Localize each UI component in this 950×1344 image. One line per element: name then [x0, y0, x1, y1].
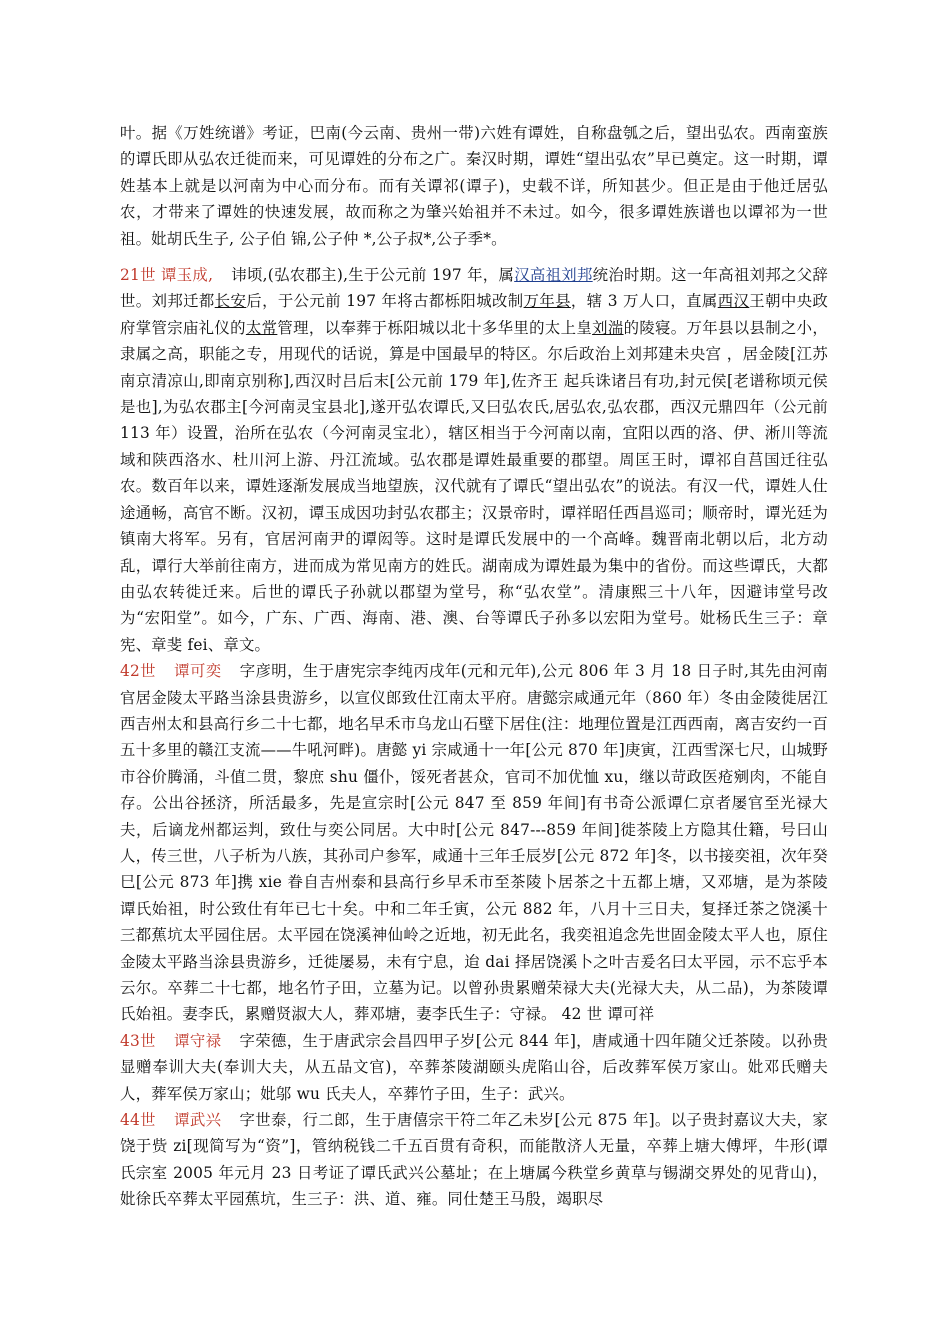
entry-text: 的陵寝。万年县以县制之小，隶属之高，职能之专，用现代的话说，算是中国最早的特区。尔后政治上刘邦建未央宫 ，居金陵[江苏南京清凉山,即南京别称],西汉时吕后末[公元前 179 年],佐齐王 起兵诛诸吕有功,封元侯[老谱称顷元侯是也],为弘农郡主[今河南灵宝县北],遂开弘农谭氏,又曰弘农氏,居弘农,弘农郡，西汉元鼎四年（公元前 113 年）设置，治所在弘农（今河南灵宝北），辖区相当于今河南以南，宜阳以西的洛、伊、淅川等流域和陕西洛水、杜川河上游、丹江流域。弘农郡是谭姓最重要的郡望。周匡王时，谭祁自莒国迁往弘农。数百年以来，谭姓逐渐发展成当地望族，汉代就有了谭氏“望出弘农”的说法。有汉一代，谭姓人仕途通畅，高官不断。汉初，谭玉成因功封弘农郡主；汉景帝时，谭祥昭任西昌巡司；顺帝时，谭光廷为镇南大将军。另有，官居河南尹的谭闳等。这时是谭氏发展中的一个高峰。魏晋南北朝以后，北方动乱，谭行大举前往南方，进而成为常见南方的姓氏。湖南成为谭姓最为集中的省份。而这些谭氏，大都由弘农转徙迁来。后世的谭氏子孙就以郡望为堂号，称“弘农堂”。清康熙三十八年，因避讳堂号改为“宏阳堂”。如今，广东、广西、海南、港、澳、台等谭氏子孙多以宏阳为堂号。妣杨氏生三子：章宪、章斐 fei、章文。 [120, 318, 828, 654]
link-changan[interactable]: 长安 [214, 292, 247, 311]
link-wannian-county[interactable]: 万年县 [523, 292, 571, 311]
entry-text: 统治时期。这一年高祖刘邦之父辞世。刘邦迁都 [120, 266, 828, 311]
entry-text: 字世泰，行二郎，生于唐僖宗干符二年乙未岁[公元 875 年]。以子贵封嘉议大夫，家饶于赀 zi[现简写为“资”]，管纳税钱二千五百贯有奇积，而能散济人无量，卒葬上塘大傅坪，牛形(谭氏宗室 2005 年元月 23 日考证了谭氏武兴公墓址；在上塘属今秩堂乡黄草与锡湖交界处的见背山)，妣徐氏卒葬太平园蕉坑，生三子：洪、道、雍。同仕楚王马殷，竭职尽 [120, 1111, 829, 1209]
ancestor-name: 谭玉成, [161, 266, 214, 285]
entry-text: 讳顷,(弘农郡主),生于公元前 197 年，属 [231, 266, 515, 285]
generation-label: 21世 [120, 266, 156, 285]
ancestor-name: 谭可奕 [173, 662, 222, 681]
link-taichang[interactable]: 太常 [245, 318, 278, 337]
entry-42 [120, 658, 828, 1028]
link-liu-tuan[interactable]: 刘湍 [592, 318, 624, 337]
entry-text: 字荣德，生于唐武宗会昌四甲子岁[公元 844 年]，唐咸通十四年随父迁茶陵。以孙贵显赠奉训大夫(奉训大夫，从五品文官)，卒葬茶陵湖颐头虎陷山谷，后改葬军侯万家山。妣邓氏赠夫人，葬军侯万家山；妣邬 wu 氏夫人，卒葬竹子田，生子：武兴。 [120, 1031, 829, 1103]
ancestor-name: 谭武兴 [173, 1111, 222, 1130]
ancestor-name: 谭守禄 [173, 1031, 222, 1050]
entry-44 [120, 1107, 828, 1213]
generation-label: 42世 [120, 662, 156, 681]
document-body [120, 120, 828, 1213]
paragraph-gap [120, 252, 828, 262]
entry-text: 后，于公元前 197 年将古都栎阳城改制 [246, 292, 524, 311]
generation-label: 43世 [120, 1031, 156, 1050]
generation-label: 44世 [120, 1111, 156, 1130]
intro-paragraph: 叶。据《万姓统谱》考证，巴南(今云南、贵州一带)六姓有谭姓，自称盘瓠之后，望出弘农。西南蛮族的谭氏即从弘农迁徙而来，可见谭姓的分布之广。秦汉时期，谭姓“望出弘农”早已奠定。这一时期，谭姓基本上就是以河南为中心而分布。而有关谭祁(谭子)，史载不详，所知甚少。但正是由于他迁居弘农，才带来了谭姓的快速发展，故而称之为肇兴始祖并不未过。如今，很多谭姓族谱也以谭祁为一世祖。妣胡氏生子, 公子伯 锦,公子仲 *,公子叔*,公子季*。 [120, 124, 828, 248]
entry-text: 字彦明，生于唐宪宗李纯丙戌年(元和元年),公元 806 年 3 月 18 日子时,其先由河南官居金陵太平路当涂县贵游乡，以宣仪郎致仕江南太平府。唐懿宗咸通元年（860 年）冬由金陵徙居江西吉州太和县高行乡二十七都，地名早禾市乌龙山石壁下居住(注：地理位置是江西西南，离吉安约一百五十多里的赣江支流——牛吼河畔)。唐懿 yi 宗咸通十一年[公元 870 年]庚寅，江西雪深七尺，山城野市谷价腾涌，斗值二贯，黎庶 shu 僵仆，馁死者甚众，官司不加优恤 xu，继以苛政医疮剜肉，不能自存。公出谷拯济，所活最多，先是宣宗时[公元 847 至 859 年间]有书奇公派谭仁京者屡官至光禄大夫，后谪龙州都运判，致仕与奕公同居。大中时[公元 847---859 年间]徙茶陵上方隐其仕籍，号曰山人，传三世，八子析为八族，其孙司户参军，咸通十三年壬辰岁[公元 872 年]冬，以书接奕祖，次年癸巳[公元 873 年]携 xie 眷自吉州泰和县高行乡早禾市至茶陵卜居茶之十五都上塘，又邓塘，是为茶陵谭氏始祖，时公致仕有年已七十矣。中和二年壬寅，公元 882 年，八月十三日夫，复择迁茶之饶溪十三都蕉坑太平园住居。太平园在饶溪神仙岭之近地，初无此名，我奕祖追念先世固金陵太平人也，原住金陵太平路当涂县贵游乡，迁徙屡易，未有宁息，迨 dai 择居饶溪卜之叶吉爰名曰太平园，示不忘乎本云尔。卒葬二十七都，地名竹子田，立墓为记。以曾孙贵累赠荣禄大夫(光禄大夫，从二品)，为茶陵谭氏始祖。妻李氏，累赠贤淑大人，葬邓塘，妻李氏生子：守禄。 42 世 谭可祥 [120, 662, 828, 1024]
entry-text: ，辖 3 万人口，直属 [570, 292, 718, 311]
link-western-han[interactable]: 西汉 [717, 292, 750, 311]
entry-21 [120, 262, 828, 658]
entry-text: 管理，以奉葬于栎阳城以北十多华里的太上皇 [277, 318, 593, 337]
entry-43 [120, 1028, 828, 1107]
link-han-gaozu-liubang[interactable]: 汉高祖刘邦 [514, 266, 593, 285]
entry-text: 王朝中央政府掌管宗庙礼仪的 [120, 292, 829, 337]
